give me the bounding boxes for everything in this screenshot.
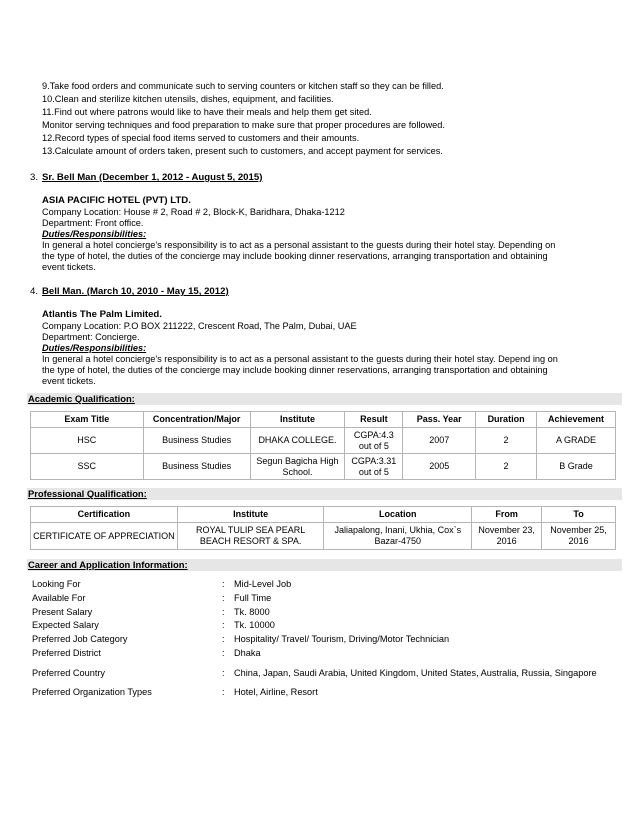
career-value: China, Japan, Saudi Arabia, United Kingdom, United States, Australia, Russia, Singapore bbox=[234, 667, 597, 678]
column-header: Certification bbox=[31, 507, 178, 523]
table-cell: CGPA:3.31 out of 5 bbox=[345, 454, 403, 480]
table-cell: CGPA:4.3 out of 5 bbox=[345, 428, 403, 454]
career-row bbox=[32, 605, 622, 619]
company-name: Atlantis The Palm Limited. bbox=[42, 309, 162, 320]
duties-text-line: event tickets. bbox=[42, 262, 96, 272]
table-row bbox=[31, 523, 616, 550]
career-row bbox=[32, 592, 622, 606]
department: Department: Front office. bbox=[42, 218, 144, 228]
column-header: From bbox=[472, 507, 542, 523]
job-entry-sr-bell-man bbox=[30, 172, 620, 273]
duties-text-line: the type of hotel, the duties of the concierge may include booking dinner reservations, arranging transportation and obtaining bbox=[42, 251, 548, 261]
duty-item: 10.Clean and sterilize kitchen utensils, dishes, equipment, and facilities. bbox=[42, 94, 334, 104]
career-row bbox=[32, 619, 622, 633]
duties-label: Duties/Responsibilities: bbox=[42, 229, 147, 239]
job-heading bbox=[30, 172, 620, 183]
table-cell: Jaliapalong, Inani, Ukhia, Cox`s Bazar-4750 bbox=[324, 523, 472, 550]
column-header: To bbox=[542, 507, 616, 523]
job-title: Sr. Bell Man (December 1, 2012 - August 5, 2015) bbox=[42, 172, 263, 183]
column-header: Concentration/Major bbox=[143, 412, 250, 428]
column-header: Institute bbox=[250, 412, 345, 428]
career-label: Available For bbox=[32, 593, 86, 604]
table-cell: 2 bbox=[476, 454, 537, 480]
duties-text-line: In general a hotel concierge's responsibility is to act as a personal assistant to the guests during their hotel stay. Depending on bbox=[42, 240, 556, 250]
table-cell: Segun Bagicha High School. bbox=[250, 454, 345, 480]
professional-qualification-heading bbox=[27, 488, 622, 500]
career-label: Expected Salary bbox=[32, 620, 99, 631]
career-value: Tk. 8000 bbox=[234, 606, 270, 617]
table-header-row bbox=[31, 412, 616, 428]
career-label: Preferred Country bbox=[32, 667, 106, 678]
job-details bbox=[42, 309, 620, 387]
job-number: 3. bbox=[30, 172, 39, 183]
career-value: Tk. 10000 bbox=[234, 620, 275, 631]
career-separator: : bbox=[222, 687, 225, 698]
career-label: Present Salary bbox=[32, 606, 93, 617]
career-value: Dhaka bbox=[234, 647, 261, 658]
duty-item: 9.Take food orders and communicate such to serving counters or kitchen staff so they can be filled. bbox=[42, 81, 444, 91]
column-header: Duration bbox=[476, 412, 537, 428]
career-separator: : bbox=[222, 593, 225, 604]
job-heading bbox=[30, 286, 620, 297]
career-label: Preferred Organization Types bbox=[32, 687, 152, 698]
table-cell: 2 bbox=[476, 428, 537, 454]
academic-heading-text: Academic Qualification: bbox=[28, 393, 135, 404]
academic-qualification-heading bbox=[27, 393, 622, 405]
table-cell: ROYAL TULIP SEA PEARL BEACH RESORT & SPA. bbox=[177, 523, 324, 550]
table-cell: SSC bbox=[31, 454, 144, 480]
duty-item: 12.Record types of special food items served to customers and their amounts. bbox=[42, 133, 360, 143]
table-cell: DHAKA COLLEGE. bbox=[250, 428, 345, 454]
career-separator: : bbox=[222, 634, 225, 645]
career-value: Hospitality/ Travel/ Tourism, Driving/Motor Technician bbox=[234, 634, 450, 645]
company-name: ASIA PACIFIC HOTEL (PVT) LTD. bbox=[42, 195, 191, 206]
table-cell: Business Studies bbox=[143, 454, 250, 480]
professional-qualification-table bbox=[30, 506, 616, 550]
career-row bbox=[32, 660, 622, 686]
duties-text-line: In general a hotel concierge's responsibility is to act as a personal assistant to the guests during their hotel stay. Depend ing on bbox=[42, 354, 558, 364]
table-row bbox=[31, 428, 616, 454]
career-separator: : bbox=[222, 647, 225, 658]
duties-text-line: event tickets. bbox=[42, 376, 96, 386]
table-cell: November 25, 2016 bbox=[542, 523, 616, 550]
food-service-duties-list bbox=[42, 80, 622, 158]
career-value: Mid-Level Job bbox=[234, 579, 292, 590]
column-header: Result bbox=[345, 412, 403, 428]
column-header: Location bbox=[324, 507, 472, 523]
job-title: Bell Man. (March 10, 2010 - May 15, 2012) bbox=[42, 286, 229, 297]
column-header: Achievement bbox=[537, 412, 616, 428]
table-cell: A GRADE bbox=[537, 428, 616, 454]
career-label: Preferred Job Category bbox=[32, 634, 128, 645]
career-information-heading bbox=[27, 559, 622, 571]
duty-item: Monitor serving techniques and food preparation to make sure that proper procedures are followed. bbox=[42, 120, 445, 130]
duties-label: Duties/Responsibilities: bbox=[42, 343, 147, 353]
career-row bbox=[32, 686, 622, 700]
table-header-row bbox=[31, 507, 616, 523]
company-location: Company Location: P.O BOX 211222, Crescent Road, The Palm, Dubai, UAE bbox=[42, 321, 357, 331]
column-header: Exam Title bbox=[31, 412, 144, 428]
table-cell: HSC bbox=[31, 428, 144, 454]
table-cell: B Grade bbox=[537, 454, 616, 480]
department: Department: Concierge. bbox=[42, 332, 140, 342]
career-separator: : bbox=[222, 667, 225, 678]
table-cell: 2007 bbox=[403, 428, 476, 454]
career-heading-text: Career and Application Information: bbox=[28, 559, 188, 570]
academic-qualification-table bbox=[30, 411, 616, 480]
professional-heading-text: Professional Qualification: bbox=[28, 488, 147, 499]
career-value: Hotel, Airline, Resort bbox=[234, 687, 318, 698]
column-header: Institute bbox=[177, 507, 324, 523]
table-row bbox=[31, 454, 616, 480]
career-information-list bbox=[32, 578, 622, 700]
career-separator: : bbox=[222, 620, 225, 631]
job-details bbox=[42, 195, 620, 273]
table-cell: 2005 bbox=[403, 454, 476, 480]
duty-item: 11.Find out where patrons would like to have their meals and help them get sited. bbox=[42, 107, 372, 117]
table-cell: November 23, 2016 bbox=[472, 523, 542, 550]
career-value: Full Time bbox=[234, 593, 272, 604]
table-cell: Business Studies bbox=[143, 428, 250, 454]
career-separator: : bbox=[222, 606, 225, 617]
column-header: Pass. Year bbox=[403, 412, 476, 428]
table-cell: CERTIFICATE OF APPRECIATION bbox=[31, 523, 178, 550]
career-separator: : bbox=[222, 579, 225, 590]
career-row bbox=[32, 646, 622, 660]
duties-text-line: the type of hotel, the duties of the concierge may include booking dinner reservations, arranging transportation and obtaining bbox=[42, 365, 548, 375]
duty-item: 13.Calculate amount of orders taken, present such to customers, and accept payment for services. bbox=[42, 146, 443, 156]
company-location: Company Location: House # 2, Road # 2, Block-K, Baridhara, Dhaka-1212 bbox=[42, 207, 345, 217]
career-label: Preferred District bbox=[32, 647, 101, 658]
career-row bbox=[32, 633, 622, 647]
job-entry-bell-man bbox=[30, 286, 620, 387]
job-number: 4. bbox=[30, 286, 39, 297]
career-label: Looking For bbox=[32, 579, 81, 590]
career-row bbox=[32, 578, 622, 592]
